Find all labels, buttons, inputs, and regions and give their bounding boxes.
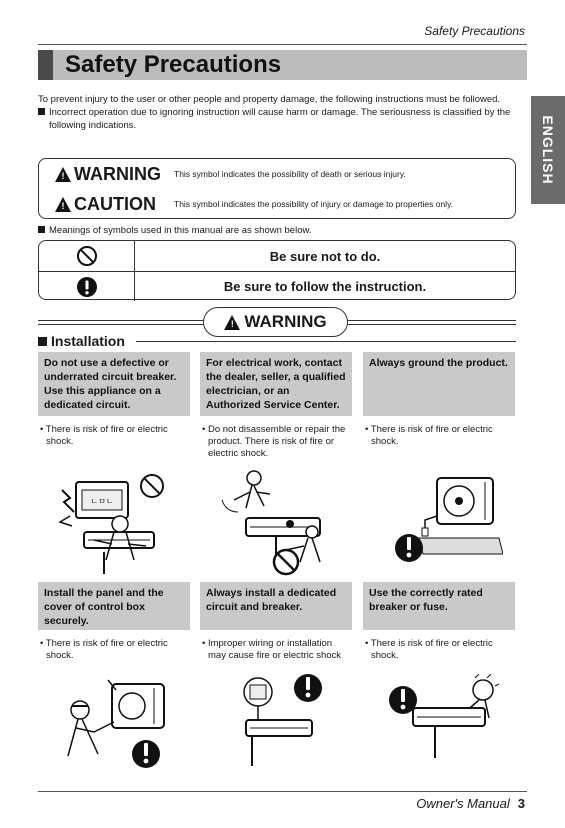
instruction-card xyxy=(200,352,352,578)
bottom-rule xyxy=(38,791,527,792)
dedicated-circuit-illustration xyxy=(216,674,336,774)
prohibition-icon xyxy=(76,245,98,267)
warning-triangle-icon: ! xyxy=(224,315,240,330)
caution-word: ! CAUTION xyxy=(55,194,156,215)
page-number: 3 xyxy=(517,796,525,811)
card-heading: Always install a dedicated circuit and breaker. xyxy=(200,582,352,630)
card-heading: Always ground the product. xyxy=(363,352,515,416)
running-head: Safety Precautions xyxy=(424,24,525,38)
caution-row xyxy=(39,189,515,219)
meaning-row xyxy=(39,241,515,271)
panel-cover-illustration-icon xyxy=(54,676,174,776)
intro xyxy=(38,93,513,132)
meaning-row xyxy=(39,271,515,301)
square-bullet-icon xyxy=(38,337,47,346)
breaker-label: ㄴㅁㄴ xyxy=(90,497,114,506)
section-rule xyxy=(136,341,516,342)
symbol-legend-box xyxy=(38,158,516,219)
card-note: • There is risk of fire or electric shock. xyxy=(365,638,493,661)
warning-description: This symbol indicates the possibility of death or serious injury. xyxy=(174,169,406,179)
meaning-text: Be sure to follow the instruction. xyxy=(223,279,427,294)
warning-triangle-icon: ! xyxy=(55,167,71,182)
title-bar xyxy=(38,50,527,80)
card-note: • There is risk of fire or electric shock. xyxy=(40,424,168,447)
instruction-card xyxy=(38,582,190,776)
language-tab xyxy=(531,96,565,204)
caution-description: This symbol indicates the possibility of injury or damage to properties only. xyxy=(174,199,454,209)
card-note: • Improper wiring or installation may cause fire or electric shock xyxy=(202,638,342,661)
language-tab-label: ENGLISH xyxy=(540,115,556,185)
card-note: • Do not disassemble or repair the product. There is risk of fire or electric shock. xyxy=(202,424,346,459)
warning-row xyxy=(39,159,515,189)
card-heading: For electrical work, contact the dealer, seller, a qualified electrician, or an Authorized Service Center. xyxy=(200,352,352,416)
meanings-table xyxy=(38,240,516,300)
rated-breaker-illustration-icon xyxy=(379,674,499,774)
instruction-card xyxy=(38,352,190,580)
breaker-panel-illustration-icon xyxy=(54,470,174,580)
technician-repair-illustration-icon xyxy=(216,466,336,578)
card-heading: Do not use a defective or underrated circuit breaker. Use this appliance on a dedicated circuit. xyxy=(38,352,190,416)
meaning-text: Be sure not to do. xyxy=(269,248,381,264)
caution-triangle-icon: ! xyxy=(55,197,71,212)
intro-line-2: Incorrect operation due to ignoring instruction will cause harm or damage. The seriousness is classified by the following indications. xyxy=(38,106,513,132)
instruction-card xyxy=(363,582,515,774)
installation-section-header xyxy=(38,307,516,349)
breaker-illustration xyxy=(54,470,174,580)
card-note: • There is risk of fire or electric shock. xyxy=(365,424,493,447)
instruction-card xyxy=(200,582,352,774)
card-heading: Install the panel and the cover of control box securely. xyxy=(38,582,190,630)
dedicated-circuit-illustration-icon xyxy=(216,674,336,774)
card-heading: Use the correctly rated breaker or fuse. xyxy=(363,582,515,630)
page-title: Safety Precautions xyxy=(65,51,282,78)
footer-label: Owner's Manual xyxy=(416,796,510,811)
section-label: Installation xyxy=(38,333,129,349)
mandatory-icon xyxy=(76,276,98,298)
icon-cell xyxy=(39,241,135,271)
repair-illustration xyxy=(216,466,336,578)
meanings-note: Meanings of symbols used in this manual are as shown below. xyxy=(38,225,311,236)
icon-cell xyxy=(39,272,135,301)
ground-illustration xyxy=(379,468,499,568)
square-bullet-icon xyxy=(38,226,45,233)
title-mark xyxy=(38,50,53,80)
top-rule xyxy=(38,44,527,45)
intro-line-1: To prevent injury to the user or other people and property damage, the following instructions must be followed. xyxy=(38,94,501,105)
warning-word: ! WARNING xyxy=(55,164,161,185)
warning-badge: ! WARNING xyxy=(203,307,348,337)
page-footer xyxy=(416,796,525,811)
square-bullet-icon xyxy=(38,108,45,115)
card-note: • There is risk of fire or electric shock. xyxy=(40,638,168,661)
instruction-card xyxy=(363,352,515,568)
rated-breaker-illustration xyxy=(379,674,499,774)
outdoor-unit-ground-illustration-icon xyxy=(379,468,503,568)
panel-cover-illustration xyxy=(54,676,174,776)
